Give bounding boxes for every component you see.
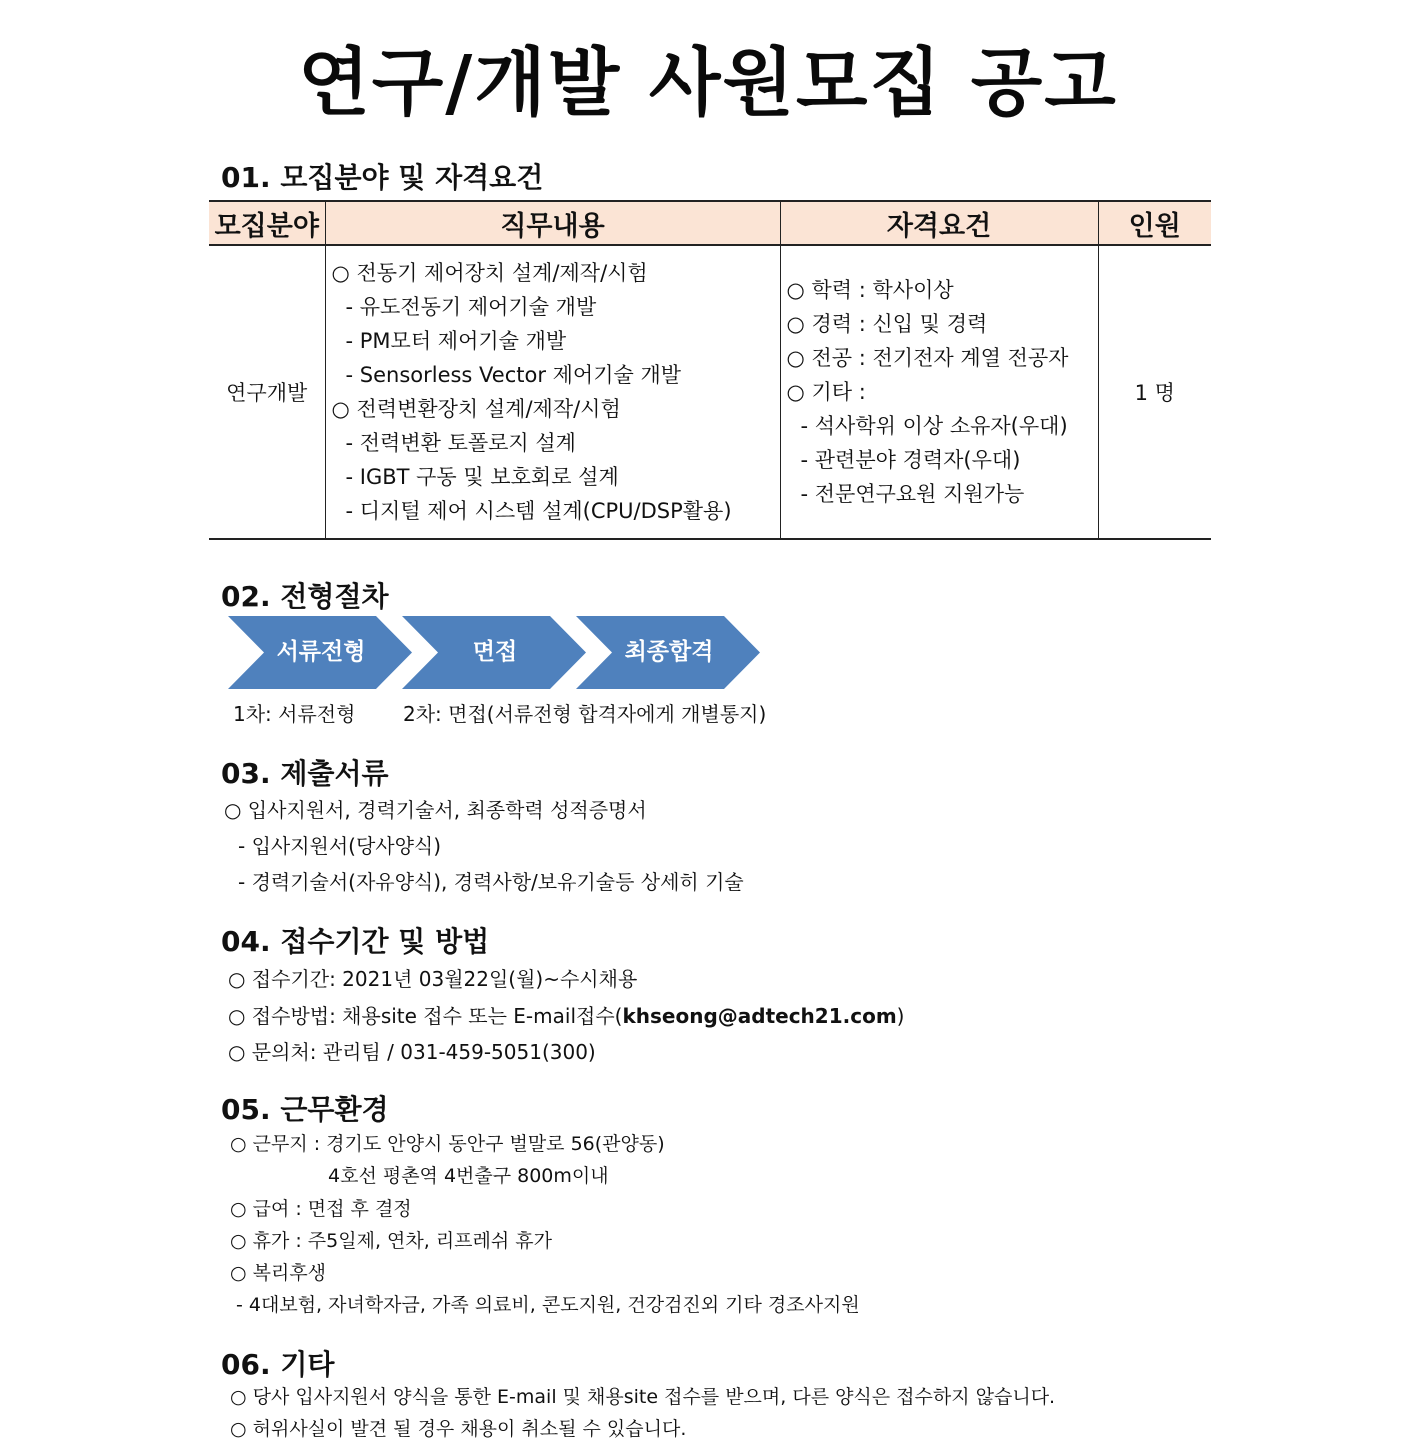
process-flow	[228, 616, 768, 689]
documents-line: ○ 입사지원서, 경력기술서, 최종학력 성적증명서	[224, 798, 647, 822]
list-item: ○ 기타 :	[786, 380, 866, 404]
process-note-second: 2차: 면접(서류전형 합격자에게 개별통지)	[403, 702, 767, 726]
list-item: - 석사학위 이상 소유자(우대)	[800, 414, 1068, 438]
list-item: - 전문연구요원 지원가능	[800, 482, 1025, 506]
environment-location-detail: 4호선 평촌역 4번출구 800m이내	[328, 1165, 609, 1187]
header-duties: 직무내용	[325, 201, 780, 245]
list-item: ○ 경력 : 신입 및 경력	[786, 312, 988, 336]
table-header-row	[209, 201, 1211, 245]
list-item: - 전력변환 토폴로지 설계	[345, 431, 576, 455]
environment-welfare-detail: - 4대보험, 자녀학자금, 가족 의료비, 콘도지원, 건강검진외 기타 경조사지원	[236, 1294, 860, 1316]
cell-duties	[325, 245, 780, 539]
list-item: ○ 전력변환장치 설계/제작/시험	[331, 397, 621, 421]
cell-qualifications	[780, 245, 1098, 539]
process-note-first: 1차: 서류전형	[233, 702, 356, 726]
application-method-close: )	[896, 1004, 905, 1028]
header-headcount: 인원	[1098, 201, 1211, 245]
duties-list	[326, 256, 780, 528]
list-item: ○ 전공 : 전기전자 계열 전공자	[786, 346, 1069, 370]
environment-welfare: ○ 복리후생	[230, 1262, 327, 1284]
list-item: ○ 전동기 제어장치 설계/제작/시험	[331, 261, 648, 285]
section-heading-environment: 05. 근무환경	[221, 1093, 389, 1126]
cell-headcount: 1 명	[1098, 245, 1211, 539]
process-step-label: 면접	[472, 639, 518, 665]
process-step-label: 최종합격	[624, 639, 714, 665]
section-heading-other: 06. 기타	[221, 1348, 335, 1381]
environment-salary: ○ 급여 : 면접 후 결정	[230, 1198, 412, 1220]
list-item: ○ 학력 : 학사이상	[786, 278, 954, 302]
header-qualifications: 자격요건	[780, 201, 1098, 245]
table-row	[209, 245, 1211, 539]
documents-line: - 입사지원서(당사양식)	[238, 834, 442, 858]
application-method-text: ○ 접수방법: 채용site 접수 또는 E-mail접수(	[228, 1004, 623, 1028]
application-period: ○ 접수기간: 2021년 03월22일(월)~수시채용	[228, 967, 638, 991]
section-heading-recruitment: 01. 모집분야 및 자격요건	[221, 161, 544, 194]
list-item: - Sensorless Vector 제어기술 개발	[345, 363, 682, 387]
list-item: - PM모터 제어기술 개발	[345, 329, 567, 353]
application-contact: ○ 문의처: 관리팀 / 031-459-5051(300)	[228, 1040, 596, 1064]
environment-location: ○ 근무지 : 경기도 안양시 동안구 벌말로 56(관양동)	[230, 1133, 665, 1155]
cell-field: 연구개발	[209, 245, 325, 539]
process-step-label: 서류전형	[276, 639, 366, 665]
environment-vacation: ○ 휴가 : 주5일제, 연차, 리프레쉬 휴가	[230, 1230, 552, 1252]
list-item: - 유도전동기 제어기술 개발	[345, 295, 597, 319]
list-item: - 관련분야 경력자(우대)	[800, 448, 1021, 472]
page-title: 연구/개발 사원모집 공고	[298, 40, 1118, 126]
documents-line: - 경력기술서(자유양식), 경력사항/보유기술등 상세히 기술	[238, 870, 744, 894]
qualifications-list	[781, 273, 1098, 511]
application-method	[228, 1000, 904, 1029]
header-field: 모집분야	[209, 201, 325, 245]
email-link[interactable]: khseong@adtech21.com	[622, 1004, 897, 1028]
list-item: - IGBT 구동 및 보호회로 설계	[345, 465, 619, 489]
section-heading-application: 04. 접수기간 및 방법	[221, 925, 490, 958]
list-item: - 디지털 제어 시스템 설계(CPU/DSP활용)	[345, 499, 732, 523]
section-heading-process: 02. 전형절차	[221, 580, 389, 613]
other-line: ○ 당사 입사지원서 양식을 통한 E-mail 및 채용site 접수를 받으며, 다른 양식은 접수하지 않습니다.	[230, 1386, 1056, 1408]
other-line: ○ 허위사실이 발견 될 경우 채용이 취소될 수 있습니다.	[230, 1418, 687, 1440]
section-heading-documents: 03. 제출서류	[221, 757, 389, 790]
requirements-table	[209, 200, 1211, 540]
